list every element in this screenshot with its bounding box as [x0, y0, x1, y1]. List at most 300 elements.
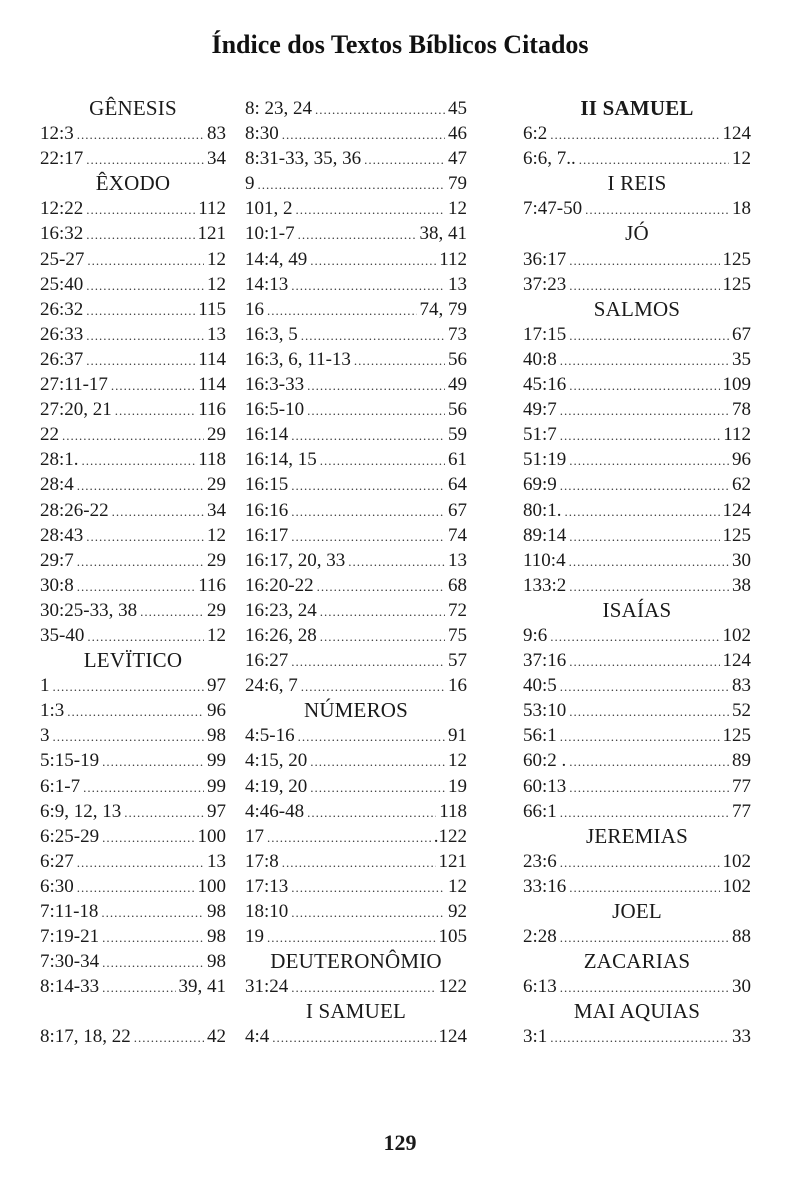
index-entry [40, 422, 226, 447]
index-entry [245, 673, 467, 698]
verse-reference: 17 [245, 825, 264, 847]
index-entry [523, 422, 751, 447]
index-entry [40, 899, 226, 924]
index-entry [523, 874, 751, 899]
verse-reference: 4:46-48 [245, 800, 305, 822]
index-entry [40, 247, 226, 272]
page-reference: 13 [207, 323, 226, 345]
verse-reference: 28:26-22 [40, 499, 109, 521]
page-reference: 97 [207, 800, 226, 822]
page-reference: 102 [722, 875, 751, 897]
page-reference: 114 [198, 374, 226, 396]
page-title: Índice dos Textos Bíblicos Citados [211, 30, 589, 59]
verse-reference: 3:1 [523, 1026, 548, 1048]
dot-leader [310, 248, 436, 272]
dot-leader [102, 925, 204, 949]
index-entry [245, 548, 467, 573]
index-entry [523, 397, 751, 422]
index-entry [245, 447, 467, 472]
dot-leader [102, 749, 204, 773]
index-entry [40, 498, 226, 523]
dot-leader [102, 950, 204, 974]
verse-reference: 8:14-33 [40, 976, 100, 998]
index-entry [40, 924, 226, 949]
verse-reference: 17:13 [245, 875, 289, 897]
verse-reference: 28:1. [40, 449, 79, 471]
verse-reference: 29:7 [40, 549, 74, 571]
verse-reference: 16:20-22 [245, 574, 314, 596]
index-entry [523, 623, 751, 648]
dot-leader [560, 925, 729, 949]
verse-reference: 101, 2 [245, 198, 293, 220]
page-reference: 56 [448, 348, 467, 370]
page-reference: 39, 41 [178, 976, 226, 998]
verse-reference: 18:10 [245, 901, 289, 922]
page-reference: 98 [207, 725, 226, 747]
verse-reference: 8:31-33, 35, 36 [245, 148, 362, 170]
index-entry [40, 548, 226, 573]
dot-leader [86, 222, 194, 246]
page-reference: 96 [207, 700, 226, 722]
page-reference: 33 [732, 1026, 751, 1048]
dot-leader [62, 423, 204, 447]
index-entry [40, 121, 226, 146]
page-reference: 29 [207, 424, 226, 446]
index-entry [40, 322, 226, 347]
page-reference: 46 [448, 123, 467, 145]
verse-reference: 1:3 [40, 700, 65, 722]
index-entry [245, 748, 467, 773]
verse-reference: 6:1-7 [40, 775, 81, 797]
index-entry [40, 723, 226, 748]
dot-leader [569, 549, 729, 573]
dot-leader [272, 1025, 435, 1049]
index-entry [245, 146, 467, 171]
index-entry [245, 974, 467, 999]
dot-leader [565, 499, 720, 523]
dot-leader [320, 599, 445, 623]
index-entry [40, 673, 226, 698]
index-entry [245, 397, 467, 422]
index-entry [40, 397, 226, 422]
verse-reference: 7:30-34 [40, 951, 100, 973]
dot-leader [315, 97, 445, 121]
index-entry [40, 472, 226, 497]
page-reference: 125 [722, 725, 751, 747]
page-reference: 124 [722, 123, 751, 145]
dot-leader [307, 398, 445, 422]
index-entry [40, 221, 226, 246]
verse-reference: 5:15-19 [40, 750, 100, 772]
dot-leader [77, 122, 204, 146]
index-entry [245, 799, 467, 824]
dot-leader [569, 524, 719, 548]
page-reference: 47 [448, 148, 467, 170]
dot-leader [569, 448, 729, 472]
index-entry [40, 824, 226, 849]
page-reference: 64 [448, 474, 467, 496]
index-entry [40, 849, 226, 874]
index-entry [40, 799, 226, 824]
verse-reference: 66:1 [523, 800, 557, 822]
page-reference: 38 [732, 574, 751, 596]
dot-leader [569, 875, 719, 899]
book-heading: GÊNESIS [89, 96, 177, 120]
index-entry [245, 573, 467, 598]
index-entry [245, 96, 467, 121]
verse-reference: 40:5 [523, 675, 557, 697]
page-reference: 118 [439, 800, 467, 822]
index-entry [40, 598, 226, 623]
verse-reference: 9 [245, 173, 255, 195]
index-entry [40, 623, 226, 648]
verse-reference: 8: 23, 24 [245, 98, 313, 119]
dot-leader [267, 925, 436, 949]
dot-leader [86, 273, 204, 297]
dot-leader [560, 423, 720, 447]
dot-leader [77, 549, 204, 573]
page-reference: 34 [207, 499, 226, 521]
verse-reference: 27:11-17 [40, 374, 108, 396]
index-entry [245, 723, 467, 748]
verse-reference: 36:17 [523, 248, 567, 270]
page-reference: 83 [207, 123, 226, 145]
page-reference: 122 [438, 976, 467, 998]
dot-leader [569, 775, 729, 799]
index-entry [523, 548, 751, 573]
dot-leader [310, 749, 445, 773]
page-reference: 12 [207, 524, 226, 546]
verse-reference: 12:22 [40, 198, 84, 220]
index-entry [245, 899, 467, 924]
verse-reference: 16:17, 20, 33 [245, 549, 346, 571]
page-reference: 61 [448, 449, 467, 471]
dot-leader [291, 423, 445, 447]
verse-reference: 17:8 [245, 850, 279, 872]
verse-reference: 26:37 [40, 348, 84, 370]
dot-leader [267, 298, 417, 322]
index-entry [40, 523, 226, 548]
index-entry [523, 523, 751, 548]
page-reference: 100 [197, 825, 226, 847]
dot-leader [87, 248, 204, 272]
verse-reference: 14:4, 49 [245, 248, 308, 270]
dot-leader [102, 825, 194, 849]
index-entry [245, 196, 467, 221]
verse-reference: 30:25-33, 38 [40, 599, 138, 621]
dot-leader [267, 825, 431, 849]
page-reference: 30 [732, 549, 751, 571]
page-reference: 13 [207, 850, 226, 872]
index-entry [523, 372, 751, 397]
verse-reference: 9:6 [523, 624, 548, 646]
index-column-2 [245, 96, 467, 1050]
index-entry [245, 523, 467, 548]
page-reference: 45 [448, 98, 467, 119]
page-reference: 62 [732, 474, 751, 496]
page-reference: 67 [732, 323, 751, 345]
dot-leader [569, 323, 729, 347]
dot-leader [86, 348, 195, 372]
index-entry [245, 322, 467, 347]
dot-leader [560, 850, 720, 874]
dot-leader [298, 222, 417, 246]
index-entry [523, 748, 751, 773]
book-heading: ZACARIAS [583, 949, 691, 974]
dot-leader [560, 975, 729, 999]
page-reference: 109 [722, 374, 751, 396]
index-entry [245, 372, 467, 397]
verse-reference: 16:26, 28 [245, 624, 317, 646]
dot-leader [124, 800, 204, 824]
dot-leader [87, 624, 204, 648]
dot-leader [86, 147, 204, 171]
page-reference: 29 [207, 599, 226, 621]
dot-leader [569, 574, 729, 598]
page-reference: 12 [448, 750, 467, 772]
verse-reference: 16:23, 24 [245, 599, 317, 621]
index-entry [245, 924, 467, 949]
index-entry [523, 774, 751, 799]
page-reference: 114 [198, 348, 226, 370]
page-reference: 91 [448, 725, 467, 747]
dot-leader [83, 775, 204, 799]
page-reference: 42 [207, 1026, 226, 1048]
page-reference: 38, 41 [419, 223, 467, 245]
dot-leader [77, 850, 204, 874]
dot-leader [86, 197, 195, 221]
dot-leader [550, 1025, 729, 1049]
page-reference: 89 [732, 750, 751, 772]
verse-reference: 14:13 [245, 273, 289, 295]
dot-leader [320, 624, 445, 648]
index-entry [40, 146, 226, 171]
book-heading: I SAMUEL [305, 999, 407, 1024]
verse-reference: 35-40 [40, 624, 85, 646]
page-reference: 125 [722, 524, 751, 546]
dot-leader [364, 147, 445, 171]
index-entry [40, 774, 226, 799]
page-reference: 99 [207, 775, 226, 797]
index-entry [523, 698, 751, 723]
book-heading: JEREMIAS [586, 823, 688, 848]
verse-reference: 2:28 [523, 926, 557, 948]
index-entry [40, 272, 226, 297]
dot-leader [86, 524, 204, 548]
verse-reference: 37:23 [523, 273, 567, 295]
dot-leader [282, 850, 436, 874]
page-reference: 57 [448, 650, 467, 672]
verse-reference: 53:10 [523, 700, 567, 722]
verse-reference: 4:15, 20 [245, 750, 308, 772]
dot-leader [560, 674, 729, 698]
page-reference: 56 [448, 399, 467, 421]
verse-reference: 16:3-33 [245, 374, 305, 396]
page-reference: 19 [448, 775, 467, 797]
index-entry [40, 196, 226, 221]
verse-reference: 16:17 [245, 524, 289, 546]
index-entry [40, 297, 226, 322]
verse-reference: 16:14 [245, 424, 289, 446]
verse-reference: 12:3 [40, 123, 74, 145]
page-reference: 29 [207, 474, 226, 496]
dot-leader [310, 775, 445, 799]
dot-leader [550, 624, 719, 648]
dot-leader [569, 373, 719, 397]
page-reference: 115 [198, 298, 226, 320]
page-reference: 59 [448, 424, 467, 446]
dot-leader [77, 875, 195, 899]
index-entry [523, 272, 751, 297]
page-reference: 125 [722, 248, 751, 270]
verse-reference: 16:14, 15 [245, 449, 317, 471]
index-entry [245, 247, 467, 272]
index-entry [523, 247, 751, 272]
dot-leader [82, 448, 196, 472]
book-heading: SALMOS [593, 296, 681, 321]
index-entry [40, 698, 226, 723]
page-reference: 49 [448, 374, 467, 396]
dot-leader [291, 473, 445, 497]
page-reference: 88 [732, 926, 751, 948]
dot-leader [569, 749, 729, 773]
page-reference: 98 [207, 901, 226, 922]
verse-reference: 22:17 [40, 148, 84, 170]
verse-reference: 16:5-10 [245, 399, 305, 421]
index-entry [523, 799, 751, 824]
dot-leader [291, 900, 445, 924]
page-reference: 12 [207, 624, 226, 646]
verse-reference: 6:25-29 [40, 825, 100, 847]
dot-leader [317, 574, 445, 598]
verse-reference: 6:13 [523, 976, 557, 998]
index-entry [40, 974, 226, 999]
page-reference: 75 [448, 624, 467, 646]
verse-reference: 7:11-18 [40, 901, 99, 922]
index-entry [245, 221, 467, 246]
dot-leader [550, 122, 719, 146]
index-entry [40, 874, 226, 899]
dot-leader [301, 674, 445, 698]
index-entry [523, 347, 751, 372]
index-entry [523, 196, 751, 221]
verse-reference: 26:33 [40, 323, 84, 345]
dot-leader [115, 398, 195, 422]
page-reference: 67 [448, 499, 467, 521]
index-entry [245, 472, 467, 497]
index-entry [523, 648, 751, 673]
dot-leader [111, 373, 195, 397]
index-entry [523, 924, 751, 949]
dot-leader [569, 699, 729, 723]
verse-reference: 51:7 [523, 424, 557, 446]
verse-reference: 22 [40, 424, 59, 446]
index-entry [40, 372, 226, 397]
book-heading: JOEL [612, 899, 662, 923]
page-reference: 125 [722, 273, 751, 295]
dot-leader [569, 248, 719, 272]
page-reference: 83 [732, 675, 751, 697]
dot-leader [134, 1025, 204, 1049]
dot-leader [77, 473, 204, 497]
page-number: 129 [383, 1130, 417, 1155]
dot-leader [102, 975, 175, 999]
verse-reference: 28:43 [40, 524, 84, 546]
dot-leader [282, 122, 445, 146]
page-reference: 12 [207, 273, 226, 295]
verse-reference: 16:3, 6, 11-13 [245, 348, 351, 370]
index-entry [523, 573, 751, 598]
page-reference: 30 [732, 976, 751, 998]
dot-leader [569, 273, 719, 297]
verse-reference: 8:30 [245, 123, 279, 145]
page-reference: 29 [207, 549, 226, 571]
verse-reference: 24:6, 7 [245, 675, 298, 697]
verse-reference: 31:24 [245, 976, 289, 998]
index-entry [523, 1024, 751, 1049]
page-reference: 121 [438, 850, 467, 872]
index-column-1 [40, 96, 226, 1050]
verse-reference: 80:1. [523, 499, 562, 521]
page-reference: 12 [448, 198, 467, 220]
verse-reference: 6:9, 12, 13 [40, 800, 122, 822]
page-reference: 72 [448, 599, 467, 621]
page-reference: .122 [433, 825, 467, 847]
dot-leader [560, 473, 729, 497]
verse-reference: 10:1-7 [245, 223, 295, 245]
dot-leader [291, 499, 445, 523]
index-entry [523, 472, 751, 497]
book-heading: MAI AQUIAS [573, 999, 701, 1024]
page-reference: 112 [439, 248, 467, 270]
verse-reference: 37:16 [523, 650, 567, 672]
page-reference: 13 [448, 549, 467, 571]
verse-reference: 6:6, 7.. [523, 148, 576, 170]
book-heading: I REIS [607, 171, 667, 196]
book-heading: II SAMUEL [580, 96, 694, 120]
index-entry [523, 447, 751, 472]
book-heading: ISAÍAS [602, 597, 672, 622]
verse-reference: 19 [245, 926, 264, 948]
book-heading: LEVÏTICO [83, 648, 183, 673]
dot-leader [291, 975, 435, 999]
index-entry [245, 171, 467, 196]
verse-reference: 6:2 [523, 123, 548, 145]
index-entry [523, 146, 751, 171]
index-entry [245, 874, 467, 899]
index-entry [523, 723, 751, 748]
verse-reference: 110:4 [523, 549, 566, 571]
dot-leader [258, 172, 446, 196]
verse-reference: 16:32 [40, 223, 84, 245]
index-entry [245, 849, 467, 874]
dot-leader [569, 649, 719, 673]
verse-reference: 17:15 [523, 323, 567, 345]
book-heading: ÊXODO [95, 171, 171, 196]
page-reference: 98 [207, 926, 226, 948]
verse-reference: 7:19-21 [40, 926, 100, 948]
page-reference: 124 [722, 650, 751, 672]
page-reference: 77 [732, 800, 751, 822]
dot-leader [291, 875, 445, 899]
verse-reference: 4:4 [245, 1026, 270, 1048]
verse-reference: 49:7 [523, 399, 557, 421]
verse-reference: 6:27 [40, 850, 74, 872]
verse-reference: 7:47-50 [523, 198, 583, 220]
page-reference: 77 [732, 775, 751, 797]
page-reference: 100 [197, 875, 226, 897]
page-reference: 52 [732, 700, 751, 722]
